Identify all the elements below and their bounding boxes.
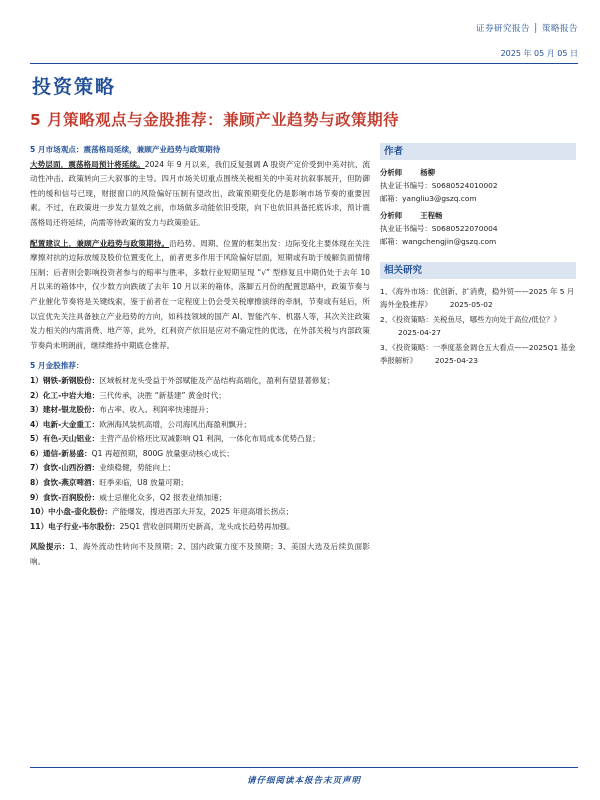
risk-label: 风险提示： [30, 542, 70, 552]
related-report-1-date: 2025-05-02 [449, 300, 493, 309]
main-column [30, 143, 370, 570]
stock-item-label: 5）有色-天山铝业： [30, 434, 100, 444]
stock-item-desc: 欧洲海风装机高增，公司海风出海盈利飘升； [99, 419, 252, 429]
analyst-2-name: 王程畅 [420, 211, 443, 220]
related-report-2-date: 2025-04-27 [398, 328, 441, 337]
stock-item-label: 3）建材-银龙股份： [30, 405, 100, 415]
header-divider [30, 63, 578, 64]
analyst-2-row [380, 209, 576, 222]
sidebar [380, 143, 576, 369]
stock-item [30, 520, 370, 535]
related-report-2[interactable] [380, 313, 576, 339]
analyst-1-role: 分析师 [380, 168, 403, 177]
stock-item [30, 505, 370, 520]
stock-item-label: 1）钢铁-新钢股份： [30, 375, 100, 385]
stock-item-label: 11）电子行业-韦尔股份： [30, 521, 120, 531]
stock-item [30, 418, 370, 433]
stock-list [30, 374, 370, 535]
stock-item [30, 389, 370, 404]
stock-item-desc: 25Q1 营收创同期历史新高，龙头成长趋势再加强。 [119, 521, 295, 531]
stock-item [30, 491, 370, 506]
market-p1-lead: 大势层面，震荡格局预计将延续。 [30, 159, 145, 169]
stock-item-label: 4）电新-大金重工： [30, 419, 100, 429]
analyst-1-name: 杨柳 [420, 168, 435, 177]
market-p2-lead: 配置建议上，兼顾产业趋势与政策期待。 [30, 238, 170, 248]
stock-item-desc: 业绩稳健，势能向上； [99, 463, 176, 473]
stocks-heading: 5 月金股推荐： [30, 361, 84, 371]
stock-item-label: 10）中小盘-壶化股份： [30, 507, 113, 517]
related-report-1[interactable] [380, 285, 576, 311]
related-title: 相关研究 [380, 262, 576, 279]
analyst-1-license: 执业证书编号：S0680524010002 [380, 181, 498, 190]
stock-item-label: 9）食饮-百润股份： [30, 492, 100, 502]
stock-item-label: 6）通信-新易盛： [30, 448, 92, 458]
related-report-1-text: 1、《海外市场：优创新、扩消费，稳外贸——2025 年 5 月海外金股推荐》 [380, 287, 575, 309]
footer-disclaimer: 请仔细阅读本报告末页声明 [30, 767, 578, 786]
report-date: 2025 年 05 月 05 日 [500, 49, 578, 58]
stock-item [30, 476, 370, 491]
analyst-block [380, 166, 576, 248]
market-paragraph-1 [30, 158, 370, 231]
market-p2-body: 沿趋势、周期、位置的框架出发：边际变化主要体现在关注摩擦对抗的边际放缓及股价位置变化上，前者更多作用于风险偏好层面，短期或有助于缓解负面情绪压制；后者则会影响投资者参与的赔率与胜率，多数行业短期呈现 “√” 型修复且中期仍处于去年 10 月以来的箱体中，仅少数方向跌破了去年 10 月以来的箱体，落脚五月份的配置思路中，政策节奏与产业催化节奏将是关键线索，鉴于前者在一定程度上仍会受关税摩擦演绎的牵制，节奏或有延后，所以宜优先关注具备独立产业趋势的方向，如科技领域的国产 AI、智能汽车、机器人等，其次关注政策发力相关的内需消费、地产等，此外，红利资产依旧是应对不确定性的优选，在外部关税与内部政策节奏尚未明朗前，继续维持中期底仓推荐。 [30, 238, 371, 350]
risk-text: 1、海外流动性转向不及预期；2、国内政策力度不及预期；3、美国大选及后续负面影响。 [30, 542, 370, 567]
analyst-1-email[interactable]: 邮箱：yangliu3@gszq.com [380, 194, 477, 203]
stock-item [30, 461, 370, 476]
analyst-2-license: 执业证书编号：S0680522070004 [380, 224, 498, 233]
stock-item [30, 403, 370, 418]
analyst-2-email[interactable]: 邮箱：wangchengjin@gszq.com [380, 237, 497, 246]
stock-item-label: 8）食饮-燕京啤酒： [30, 478, 100, 488]
market-p1-body: 2024 年 9 月以来，我们反复强调 A 股资产定价受到中美对抗、流动性冲击、政策转向三大叙事的主导。四月市场关切重点围绕关税相关的中美对抗叙事展开，但防御性的缓和信号已现，财报窗口的风险偏好压制有望改出，政策预期变化仍是影响市场节奏的重要因素。不过，在政策进一步发力显效之前，市场做多动能依旧受限，向下也依旧具备托底诉求，预计震荡格局还将延续，尚需等待政策的发力与政策验证。 [30, 159, 370, 227]
stock-item [30, 432, 370, 447]
related-report-3[interactable] [380, 341, 576, 367]
stock-item-desc: 三代传承，决胜 “新基建” 黄金时代； [99, 390, 226, 400]
stock-item-desc: Q1 再超预期，800G 放量驱动核心成长； [91, 448, 234, 458]
report-tags: 证券研究报告 │ 策略报告 [475, 24, 578, 34]
stock-item-label: 7）食饮-山西汾酒： [30, 463, 100, 473]
market-paragraph-2 [30, 237, 370, 354]
authors-title: 作者 [380, 143, 576, 160]
stock-item-desc: 布占率、收入、利润率快速提升； [99, 405, 214, 415]
stock-item-label: 2）化工-中岩大地： [30, 390, 100, 400]
header-right [476, 22, 578, 59]
analyst-2-role: 分析师 [380, 211, 403, 220]
doc-type: 投资策略 [32, 76, 117, 98]
analyst-1-row [380, 166, 576, 179]
related-report-2-text: 2、《投资策略：关税鱼尽，哪些方向处于高位/低位？》 [380, 315, 561, 324]
stock-item [30, 374, 370, 389]
stock-item-desc: 产能爆发，搜进西部大开发，2025 年迎高增长拐点； [112, 507, 294, 517]
stock-item [30, 447, 370, 462]
report-title: 5 月策略观点与金股推荐：兼顾产业趋势与政策期待 [30, 111, 400, 129]
stock-item-desc: 威士忌催化众多，Q2 报表业绩加速； [99, 492, 227, 502]
stock-item-desc: 区域板材龙头受益于外部赋能及产品结构高端化，盈利有望显著修复； [99, 375, 335, 385]
stock-item-desc: 旺季来临，U8 放量可期； [99, 478, 188, 488]
market-heading: 5 月市场观点：震荡格局延续，兼顾产业趋势与政策期待 [30, 145, 221, 154]
risk-warning [30, 540, 370, 569]
stock-item-desc: 主营产品价格坯比双减影响 Q1 利润，一体化布局成本优势凸显； [99, 434, 320, 444]
related-report-3-text: 3、《投资策略：一季度基金调仓五大看点——2025Q1 基金季报解析》 [380, 343, 576, 365]
related-report-3-date: 2025-04-23 [434, 356, 478, 365]
